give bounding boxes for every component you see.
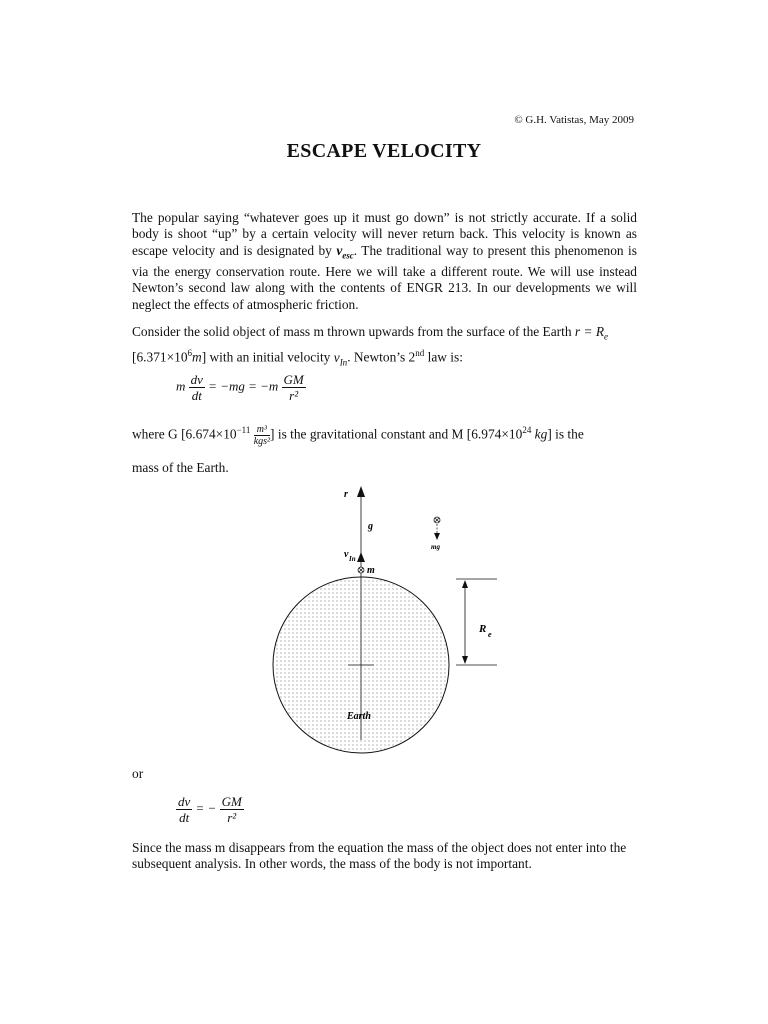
copyright-notice: © G.H. Vatistas, May 2009: [514, 114, 634, 126]
r-axis-arrowhead: [357, 486, 365, 497]
or-text: or: [132, 766, 144, 781]
conclusion-paragraph: Since the mass m disappears from the equation the mass of the object does not enter into the subsequent analysis. In other words, the mass of the body is not important.: [132, 840, 627, 872]
label-r: r: [344, 489, 348, 500]
setup-paragraph: Consider the solid object of mass m thrown upwards from the surface of the Earth $r = R_e$ $[6.371\times 10^6m]$ with an initial velocity $v_{In}$. Newton’s 2nd law is:: [132, 324, 609, 368]
mg-arrowhead: [434, 533, 440, 540]
r-equals-re: $r = R_e$: [574, 324, 609, 342]
label-re: R: [479, 623, 487, 635]
label-vin: v: [344, 549, 349, 560]
label-vin-sub: In: [349, 555, 356, 563]
mass-of-earth-line: mass of the Earth.: [132, 460, 229, 475]
page-title: ESCAPE VELOCITY: [286, 140, 482, 162]
constants-paragraph: where G [$6.674\times 10^{-11}$ $\frac{\text{m³}}{\text{kgs²}}$ ] is the gravitational constant and M [$6.974\times 10^{24}$ kg] is the: [132, 423, 584, 447]
equation-acceleration: $\frac{dv}{dt}$ = − $\frac{GM}{\text{r²}}$: [178, 794, 242, 825]
intro-text-a: The popular saying “whatever goes up it must go down” is not strictly accurate. If a solid body is shoot “up” by a certain velocity will never return back. This velocity is known as escape velocity and is designated by: [132, 210, 637, 258]
vin-arrowhead: [357, 552, 365, 562]
label-earth: Earth: [347, 711, 371, 722]
label-mg: mg: [431, 543, 440, 551]
label-g: g: [368, 521, 373, 532]
vesc-symbol: $v_{esc}$: [336, 242, 354, 261]
vin-symbol: $v_{In}$: [333, 349, 348, 368]
equation-newton: m $\frac{dv}{dt}$ = −mg = −m $\frac{GM}{\text{r²}}$: [176, 372, 304, 403]
label-re-sub: e: [488, 630, 492, 639]
intro-text-b: . The traditional way to present this phenomenon is via the energy conservation route. Here we will take a different route. We will use instead Newton’s second law along with the contents of ENGR 213. In our developments we will neglect the effects of atmospheric friction.: [132, 242, 637, 312]
label-m: m: [367, 565, 375, 576]
